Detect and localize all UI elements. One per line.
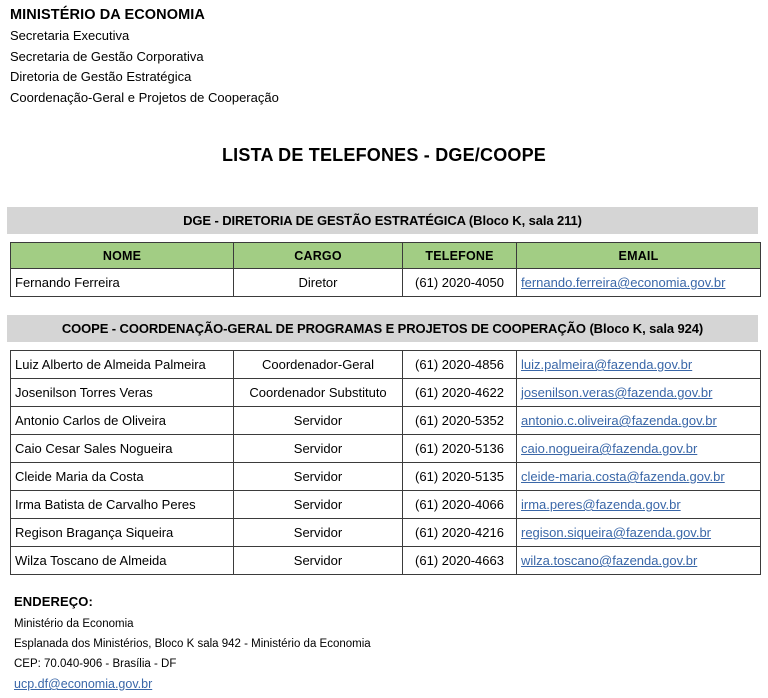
column-header-cargo: CARGO xyxy=(234,243,403,269)
column-header-telefone: TELEFONE xyxy=(403,243,517,269)
cell-nome: Cleide Maria da Costa xyxy=(11,463,234,491)
address-title: ENDEREÇO: xyxy=(14,594,93,609)
cell-email xyxy=(517,407,761,435)
table-row xyxy=(11,547,761,575)
address-line-3: CEP: 70.040-906 - Brasília - DF xyxy=(14,658,177,670)
phone-table-coope xyxy=(10,350,761,575)
page-title: LISTA DE TELEFONES - DGE/COOPE xyxy=(221,145,547,165)
email-link[interactable]: josenilson.veras@fazenda.gov.br xyxy=(521,385,713,400)
letterhead-line-3: Diretoria de Gestão Estratégica xyxy=(10,69,192,84)
cell-telefone: (61) 2020-5136 xyxy=(403,435,517,463)
cell-nome: Irma Batista de Carvalho Peres xyxy=(11,491,234,519)
cell-telefone: (61) 2020-4856 xyxy=(403,351,517,379)
address-block xyxy=(0,575,768,694)
cell-cargo: Coordenador Substituto xyxy=(234,379,403,407)
table-row xyxy=(11,435,761,463)
cell-nome: Fernando Ferreira xyxy=(11,269,234,297)
table-row xyxy=(11,269,761,297)
section-header-coope: COOPE - COORDENAÇÃO-GERAL DE PROGRAMAS E PROJETOS DE COOPERAÇÃO (Bloco K, sala 924) xyxy=(7,315,758,342)
cell-telefone: (61) 2020-4216 xyxy=(403,519,517,547)
cell-email xyxy=(517,269,761,297)
organization-name: MINISTÉRIO DA ECONOMIA xyxy=(10,7,205,23)
email-link[interactable]: cleide-maria.costa@fazenda.gov.br xyxy=(521,469,725,484)
cell-cargo: Servidor xyxy=(234,407,403,435)
email-link[interactable]: wilza.toscano@fazenda.gov.br xyxy=(521,553,698,568)
letterhead-line-1: Secretaria Executiva xyxy=(10,28,130,43)
table-row xyxy=(11,351,761,379)
address-line-2: Esplanada dos Ministérios, Bloco K sala 942 - Ministério da Economia xyxy=(14,638,371,650)
table-header-row xyxy=(11,243,761,269)
table-row xyxy=(11,379,761,407)
column-header-email: EMAIL xyxy=(517,243,761,269)
cell-email xyxy=(517,435,761,463)
cell-nome: Regison Bragança Siqueira xyxy=(11,519,234,547)
cell-email xyxy=(517,519,761,547)
cell-nome: Wilza Toscano de Almeida xyxy=(11,547,234,575)
cell-nome: Antonio Carlos de Oliveira xyxy=(11,407,234,435)
cell-nome: Luiz Alberto de Almeida Palmeira xyxy=(11,351,234,379)
cell-telefone: (61) 2020-4622 xyxy=(403,379,517,407)
email-link[interactable]: regison.siqueira@fazenda.gov.br xyxy=(521,525,712,540)
cell-email xyxy=(517,491,761,519)
email-link[interactable]: antonio.c.oliveira@fazenda.gov.br xyxy=(521,413,717,428)
letterhead-line-4: Coordenação-Geral e Projetos de Cooperação xyxy=(10,89,279,105)
cell-cargo: Diretor xyxy=(234,269,403,297)
cell-cargo: Coordenador-Geral xyxy=(234,351,403,379)
table-row xyxy=(11,463,761,491)
cell-nome: Caio Cesar Sales Nogueira xyxy=(11,435,234,463)
email-link[interactable]: fernando.ferreira@economia.gov.br xyxy=(521,275,726,290)
cell-telefone: (61) 2020-4066 xyxy=(403,491,517,519)
cell-cargo: Servidor xyxy=(234,435,403,463)
letterhead xyxy=(0,0,768,108)
cell-cargo: Servidor xyxy=(234,519,403,547)
email-link[interactable]: irma.peres@fazenda.gov.br xyxy=(521,497,681,512)
table-row xyxy=(11,407,761,435)
cell-email xyxy=(517,463,761,491)
column-header-nome: NOME xyxy=(11,243,234,269)
phone-table-dge xyxy=(10,242,761,297)
email-link[interactable]: caio.nogueira@fazenda.gov.br xyxy=(521,441,698,456)
cell-email xyxy=(517,379,761,407)
cell-telefone: (61) 2020-5135 xyxy=(403,463,517,491)
letterhead-line-2: Secretaria de Gestão Corporativa xyxy=(10,48,204,64)
cell-email xyxy=(517,547,761,575)
cell-cargo: Servidor xyxy=(234,547,403,575)
cell-telefone: (61) 2020-4050 xyxy=(403,269,517,297)
cell-nome: Josenilson Torres Veras xyxy=(11,379,234,407)
cell-cargo: Servidor xyxy=(234,491,403,519)
table-row xyxy=(11,519,761,547)
cell-cargo: Servidor xyxy=(234,463,403,491)
cell-telefone: (61) 2020-5352 xyxy=(403,407,517,435)
cell-email xyxy=(517,351,761,379)
cell-telefone: (61) 2020-4663 xyxy=(403,547,517,575)
email-link[interactable]: luiz.palmeira@fazenda.gov.br xyxy=(521,357,693,372)
address-line-1: Ministério da Economia xyxy=(14,618,134,630)
section-header-dge: DGE - DIRETORIA DE GESTÃO ESTRATÉGICA (Bloco K, sala 211) xyxy=(7,207,758,234)
address-email-link[interactable]: ucp.df@economia.gov.br xyxy=(14,677,153,691)
table-row xyxy=(11,491,761,519)
